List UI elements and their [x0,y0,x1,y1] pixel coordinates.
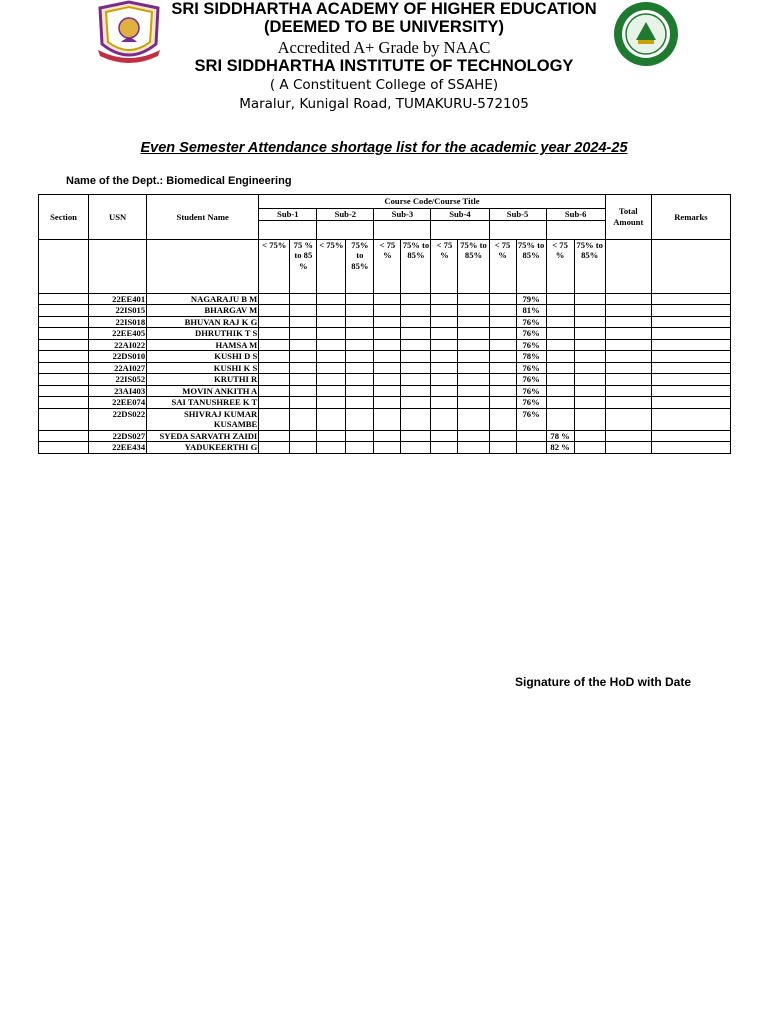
total-amount-cell [605,408,651,430]
attendance-cell [401,339,431,351]
attendance-cell [458,351,489,363]
section-cell [39,374,89,386]
attendance-cell [290,397,317,409]
header-remarks: Remarks [651,195,730,240]
attendance-cell [317,442,346,454]
attendance-cell [431,442,458,454]
table-row [39,293,731,305]
accreditation: Accredited A+ Grade by NAAC [277,38,491,57]
header-course: Course Code/Course Title [259,195,605,209]
attendance-cell [374,328,401,340]
attendance-cell [401,385,431,397]
threshold-header: < 75 % [489,239,516,293]
attendance-cell [431,362,458,374]
remarks-cell [651,316,730,328]
section-cell [39,385,89,397]
header-student-name: Student Name [147,195,259,240]
attendance-cell [374,351,401,363]
attendance-cell [259,362,290,374]
attendance-cell [574,362,605,374]
attendance-cell [401,408,431,430]
attendance-cell [489,385,516,397]
attendance-cell [458,374,489,386]
attendance-cell [574,442,605,454]
usn-cell: 22AI022 [89,339,147,351]
attendance-cell [259,305,290,317]
attendance-cell [290,293,317,305]
attendance-cell [546,305,574,317]
attendance-cell: 76% [516,385,546,397]
student-name-cell: BHARGAV M [147,305,259,317]
threshold-header: 75 % to 85 % [290,239,317,293]
header-subject: Sub-5 [489,209,546,221]
threshold-header: < 75% [259,239,290,293]
attendance-cell [431,397,458,409]
attendance-cell [317,408,346,430]
usn-cell: 22DS010 [89,351,147,363]
usn-cell: 22EE405 [89,328,147,340]
attendance-cell [458,408,489,430]
student-name-cell: KUSHI D S [147,351,259,363]
attendance-cell [374,374,401,386]
attendance-cell [458,328,489,340]
attendance-cell [458,316,489,328]
attendance-cell: 79% [516,293,546,305]
attendance-cell [458,430,489,442]
attendance-cell [431,430,458,442]
attendance-cell [458,305,489,317]
attendance-cell [346,316,374,328]
remarks-cell [651,442,730,454]
attendance-cell [458,442,489,454]
subject-code-cell [259,220,317,239]
section-cell [39,408,89,430]
attendance-cell [546,339,574,351]
student-name-cell: KRUTHI R [147,374,259,386]
attendance-cell [317,328,346,340]
attendance-cell: 76% [516,397,546,409]
attendance-cell [546,385,574,397]
attendance-cell [346,328,374,340]
total-amount-cell [605,305,651,317]
attendance-cell [546,374,574,386]
table-row [39,408,731,430]
student-name-cell: NAGARAJU B M [147,293,259,305]
attendance-cell [458,339,489,351]
header-total-amount: Total Amount [605,195,651,240]
attendance-cell [546,397,574,409]
usn-cell: 22DS022 [89,408,147,430]
attendance-table [38,194,731,454]
attendance-cell [346,293,374,305]
threshold-header: < 75 % [374,239,401,293]
institute-name: SRI SIDDHARTHA INSTITUTE OF TECHNOLOGY [194,57,574,75]
attendance-cell [290,351,317,363]
attendance-cell [346,442,374,454]
attendance-cell: 76% [516,374,546,386]
attendance-cell [317,316,346,328]
attendance-cell [489,351,516,363]
table-row [39,362,731,374]
attendance-cell [401,442,431,454]
attendance-cell [290,362,317,374]
attendance-cell [489,408,516,430]
total-amount-cell [605,293,651,305]
department-line [66,175,292,187]
student-name-cell: YADUKEERTHI G [147,442,259,454]
attendance-cell [401,430,431,442]
attendance-cell: 78 % [546,430,574,442]
threshold-header: 75% to 85% [401,239,431,293]
attendance-cell [458,385,489,397]
subject-code-cell [546,220,605,239]
table-row [39,430,731,442]
student-name-cell: HAMSA M [147,339,259,351]
total-amount-cell [605,442,651,454]
attendance-cell [574,351,605,363]
attendance-cell [401,293,431,305]
attendance-cell [489,316,516,328]
attendance-cell [374,316,401,328]
threshold-header: < 75 % [431,239,458,293]
remarks-cell [651,362,730,374]
attendance-cell: 76% [516,328,546,340]
usn-cell: 22AI027 [89,362,147,374]
attendance-cell [546,408,574,430]
attendance-cell [259,351,290,363]
attendance-cell: 76% [516,408,546,430]
attendance-cell [317,374,346,386]
threshold-header: 75% to 85% [574,239,605,293]
total-amount-cell [605,316,651,328]
attendance-cell [489,397,516,409]
student-name-cell: SHIVRAJ KUMAR KUSAMBE [147,408,259,430]
attendance-cell [259,385,290,397]
attendance-cell: 76% [516,362,546,374]
attendance-cell [317,385,346,397]
student-name-cell: SAI TANUSHREE K T [147,397,259,409]
table-row [39,374,731,386]
table-row [39,351,731,363]
attendance-cell [574,397,605,409]
attendance-cell [290,305,317,317]
attendance-cell [546,293,574,305]
student-name-cell: SYEDA SARVATH ZAIDI [147,430,259,442]
attendance-cell [516,442,546,454]
usn-cell: 22EE434 [89,442,147,454]
attendance-cell [574,293,605,305]
remarks-cell [651,430,730,442]
attendance-cell [574,328,605,340]
remarks-cell [651,385,730,397]
attendance-cell [458,362,489,374]
usn-cell: 22IS052 [89,374,147,386]
attendance-cell [374,293,401,305]
section-cell [39,442,89,454]
remarks-cell [651,408,730,430]
attendance-cell [574,385,605,397]
attendance-cell [458,397,489,409]
attendance-cell [574,339,605,351]
attendance-cell [317,293,346,305]
attendance-cell [374,305,401,317]
attendance-cell [431,293,458,305]
attendance-cell [401,305,431,317]
header-subject: Sub-1 [259,209,317,221]
attendance-cell [489,362,516,374]
attendance-cell [259,442,290,454]
attendance-cell [346,362,374,374]
usn-cell: 22EE074 [89,397,147,409]
attendance-cell [290,328,317,340]
attendance-cell [401,328,431,340]
usn-cell: 23AI403 [89,385,147,397]
university-name: SRI SIDDHARTHA ACADEMY OF HIGHER EDUCATION [171,0,597,18]
section-cell [39,316,89,328]
total-amount-cell [605,430,651,442]
attendance-cell [259,430,290,442]
remarks-cell [651,397,730,409]
attendance-cell [259,397,290,409]
subject-code-cell [317,220,374,239]
attendance-cell [574,408,605,430]
subject-code-cell [374,220,431,239]
threshold-header: 75% to 85% [516,239,546,293]
attendance-cell [290,430,317,442]
total-amount-cell [605,397,651,409]
attendance-cell [574,305,605,317]
section-cell [39,397,89,409]
section-cell [39,305,89,317]
table-row [39,316,731,328]
attendance-cell [374,408,401,430]
total-amount-cell [605,339,651,351]
attendance-cell [401,351,431,363]
department-value: Biomedical Engineering [166,175,292,187]
header-subject: Sub-4 [431,209,489,221]
attendance-cell: 78% [516,351,546,363]
attendance-cell [431,385,458,397]
total-amount-cell [605,351,651,363]
attendance-cell: 82 % [546,442,574,454]
attendance-cell [317,351,346,363]
attendance-cell [489,328,516,340]
table-row [39,305,731,317]
header-subject: Sub-2 [317,209,374,221]
usn-cell: 22IS015 [89,305,147,317]
hod-signature-label: Signature of the HoD with Date [515,675,692,689]
threshold-header: 75% to 85% [346,239,374,293]
attendance-cell [489,430,516,442]
attendance-cell [401,397,431,409]
constituent-college: ( A Constituent College of SSAHE) [269,77,499,93]
attendance-cell [346,351,374,363]
threshold-header: < 75% [317,239,346,293]
total-amount-cell [605,385,651,397]
attendance-cell [346,385,374,397]
attendance-cell [489,374,516,386]
attendance-cell [290,442,317,454]
table-row [39,339,731,351]
section-cell [39,293,89,305]
header-usn: USN [89,195,147,240]
attendance-cell [346,430,374,442]
address: Maralur, Kunigal Road, TUMAKURU-572105 [239,96,529,112]
section-cell [39,362,89,374]
usn-cell: 22IS018 [89,316,147,328]
attendance-cell [431,408,458,430]
attendance-cell [317,430,346,442]
header-section: Section [39,195,89,240]
total-amount-cell [605,362,651,374]
attendance-cell [259,374,290,386]
university-status: (DEEMED TO BE UNIVERSITY) [264,18,504,36]
total-amount-cell [605,374,651,386]
attendance-cell [574,316,605,328]
attendance-cell [489,293,516,305]
attendance-cell [259,328,290,340]
usn-cell: 22DS027 [89,430,147,442]
table-row [39,385,731,397]
attendance-cell [259,339,290,351]
section-cell [39,328,89,340]
attendance-cell [290,316,317,328]
student-name-cell: MOVIN ANKITH A [147,385,259,397]
attendance-cell [317,397,346,409]
attendance-cell [290,408,317,430]
total-amount-cell [605,328,651,340]
attendance-cell [574,374,605,386]
attendance-cell [346,397,374,409]
attendance-cell [259,408,290,430]
attendance-cell [401,316,431,328]
subject-code-cell [431,220,489,239]
department-label: Name of the Dept.: [66,175,164,187]
threshold-header: < 75 % [546,239,574,293]
attendance-cell [458,293,489,305]
remarks-cell [651,339,730,351]
attendance-cell [374,362,401,374]
remarks-cell [651,328,730,340]
attendance-cell [401,362,431,374]
attendance-cell [346,305,374,317]
attendance-cell [374,442,401,454]
attendance-cell [317,305,346,317]
attendance-cell [374,397,401,409]
attendance-cell [431,351,458,363]
attendance-cell: 81% [516,305,546,317]
attendance-cell [546,351,574,363]
attendance-cell [374,385,401,397]
remarks-cell [651,305,730,317]
student-name-cell: BHUVAN RAJ K G [147,316,259,328]
attendance-cell [317,362,346,374]
attendance-cell [290,374,317,386]
attendance-cell [431,305,458,317]
attendance-cell [290,339,317,351]
subject-code-cell [489,220,546,239]
attendance-cell [431,328,458,340]
attendance-cell [346,408,374,430]
attendance-cell [317,339,346,351]
student-name-cell: KUSHI K S [147,362,259,374]
attendance-cell: 76% [516,316,546,328]
threshold-header: 75% to 85% [458,239,489,293]
attendance-cell [546,362,574,374]
attendance-cell [401,374,431,386]
section-cell [39,339,89,351]
remarks-cell [651,293,730,305]
attendance-cell [346,374,374,386]
attendance-cell [489,339,516,351]
attendance-cell [259,316,290,328]
remarks-cell [651,374,730,386]
attendance-cell [346,339,374,351]
attendance-cell [516,430,546,442]
section-cell [39,351,89,363]
attendance-cell [489,305,516,317]
attendance-cell [546,328,574,340]
remarks-cell [651,351,730,363]
attendance-cell [431,374,458,386]
student-name-cell: DHRUTHIK T S [147,328,259,340]
attendance-cell [374,339,401,351]
document-title: Even Semester Attendance shortage list for the academic year 2024-25 [140,140,628,156]
table-row [39,442,731,454]
header-subject: Sub-6 [546,209,605,221]
section-cell [39,430,89,442]
table-row [39,328,731,340]
table-row [39,397,731,409]
attendance-cell [259,293,290,305]
attendance-cell [489,442,516,454]
attendance-cell: 76% [516,339,546,351]
usn-cell: 22EE401 [89,293,147,305]
attendance-cell [431,316,458,328]
attendance-cell [546,316,574,328]
attendance-cell [431,339,458,351]
header-subject: Sub-3 [374,209,431,221]
attendance-cell [290,385,317,397]
attendance-cell [574,430,605,442]
attendance-cell [374,430,401,442]
